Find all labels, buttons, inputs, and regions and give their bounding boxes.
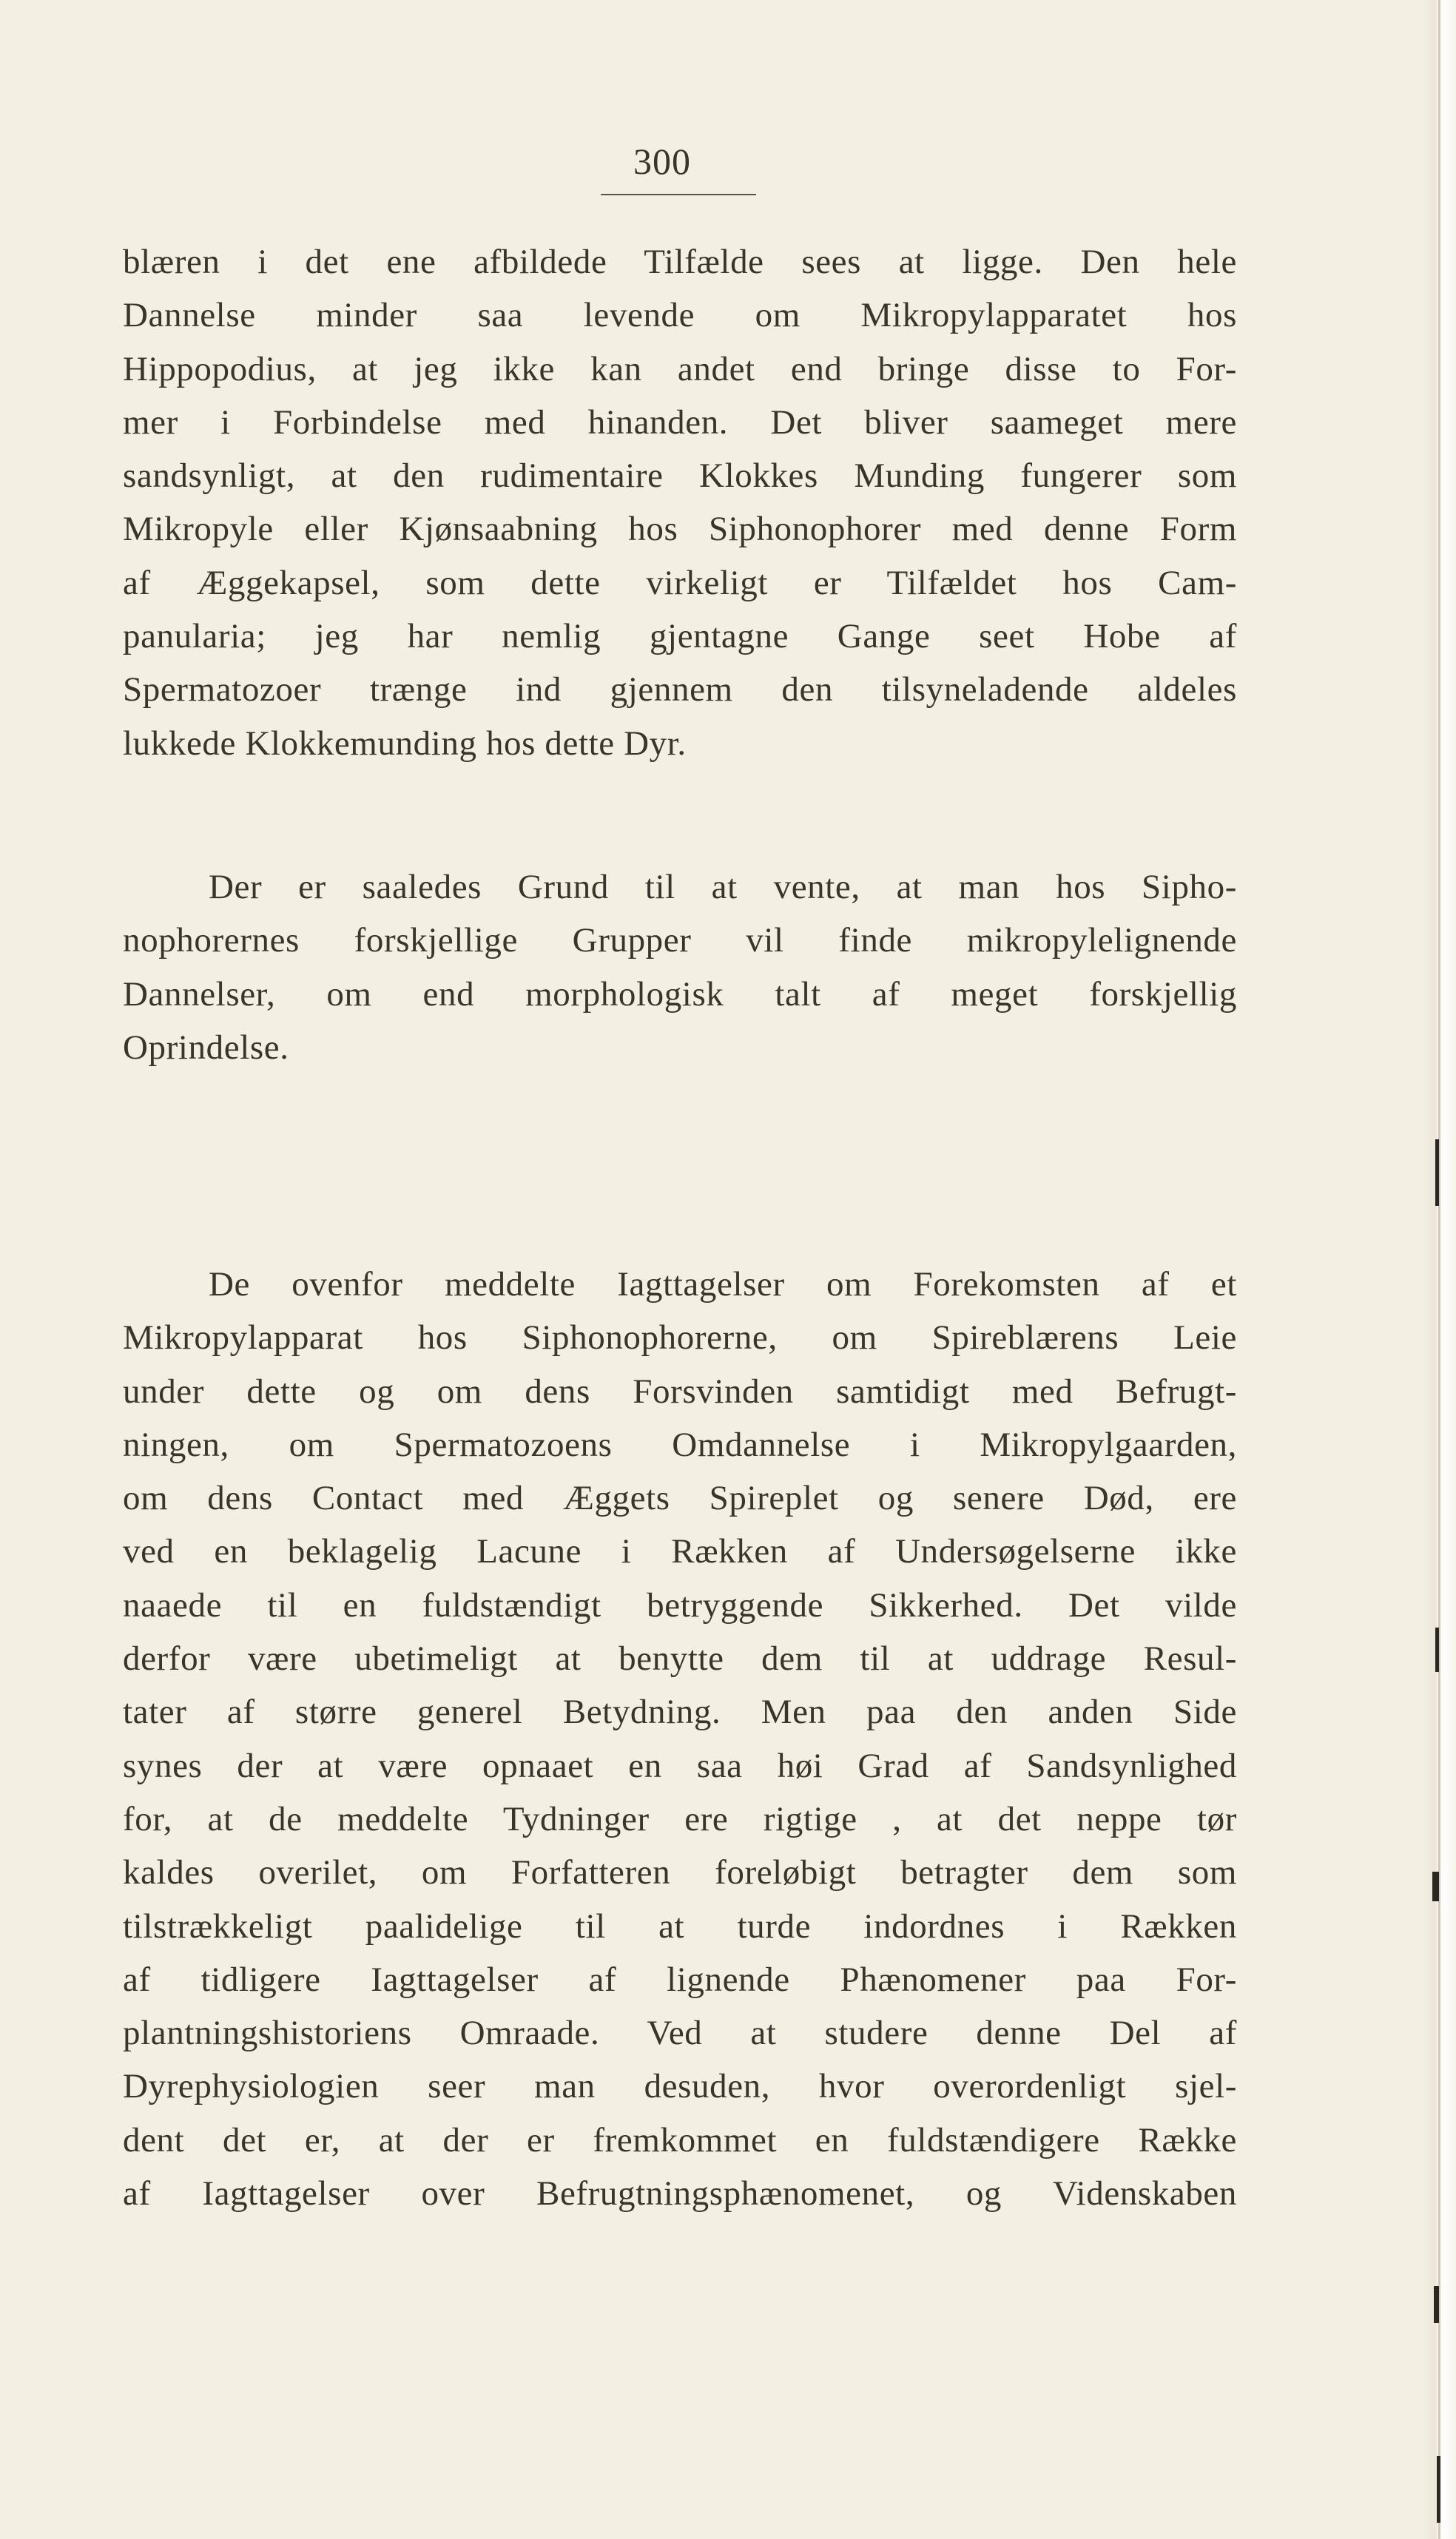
text-line: tilstrækkeligt paalidelige til at turde indordnes i Rækken: [123, 1906, 1237, 1946]
paragraph-1: [123, 235, 1237, 770]
text-line: af Iagttagelser over Befrugtningsphænomenet, og Videnskaben: [123, 2174, 1237, 2213]
text-line: mer i Forbindelse med hinanden. Det bliver saameget mere: [123, 402, 1237, 442]
text-line: tater af større generel Betydning. Men paa den anden Side: [123, 1693, 1237, 1732]
text-line: under dette og om dens Forsvinden samtidigt med Befrugt-: [123, 1372, 1237, 1411]
text-line: synes der at være opnaaet en saa høi Grad af Sandsynlighed: [123, 1746, 1237, 1785]
edge-mark: [1437, 2456, 1440, 2523]
page-edge-line: [1438, 0, 1440, 2539]
text-line: nophorernes forskjellige Grupper vil finde mikropylelignende: [123, 921, 1237, 960]
text-line: om dens Contact med Æggets Spireplet og senere Død, ere: [123, 1479, 1237, 1518]
paragraph-2: [123, 860, 1237, 1074]
text-line: derfor være ubetimeligt at benytte dem til at uddrage Resul-: [123, 1639, 1237, 1679]
text-line: lukkede Klokkemunding hos dette Dyr.: [123, 724, 687, 763]
text-line: Oprindelse.: [123, 1028, 289, 1067]
text-line: Mikropyle eller Kjønsaabning hos Siphonophorer med denne Form: [123, 510, 1237, 549]
text-line: af tidligere Iagttagelser af lignende Phænomener paa For-: [123, 1960, 1237, 1999]
edge-mark: [1435, 1628, 1439, 1672]
text-line: for, at de meddelte Tydninger ere rigtige , at det neppe tør: [123, 1799, 1237, 1838]
text-line: Spermatozoer trænge ind gjennem den tilsyneladende aldeles: [123, 670, 1237, 709]
text-line: Dyrephysiologien seer man desuden, hvor overordenligt sjel-: [123, 2067, 1237, 2106]
text-line: panularia; jeg har nemlig gjentagne Gange seet Hobe af: [123, 617, 1237, 656]
text-line: Hippopodius, at jeg ikke kan andet end bringe disse to For-: [123, 349, 1237, 388]
text-line: dent det er, at der er fremkommet en fuldstændigere Række: [123, 2120, 1237, 2159]
text-line: Mikropylapparat hos Siphonophorerne, om Spireblærens Leie: [123, 1318, 1237, 1358]
text-line: naaede til en fuldstændigt betryggende Sikkerhed. Det vilde: [123, 1585, 1237, 1625]
edge-mark: [1432, 1872, 1439, 1901]
text-line: ningen, om Spermatozoens Omdannelse i Mikropylgaarden,: [123, 1425, 1237, 1464]
page-number-rule: [601, 194, 756, 195]
edge-mark: [1434, 2286, 1439, 2323]
page-number: 300: [633, 141, 691, 182]
text-line: Dannelser, om end morphologisk talt af meget forskjellig: [123, 974, 1237, 1014]
paragraph-3: [123, 1258, 1237, 2220]
text-line: De ovenfor meddelte Iagttagelser om Forekomsten af et: [209, 1265, 1237, 1304]
text-line: sandsynligt, at den rudimentaire Klokkes Munding fungerer som: [123, 456, 1237, 496]
edge-mark: [1435, 1139, 1439, 1206]
text-line: plantningshistoriens Omraade. Ved at studere denne Del af: [123, 2014, 1237, 2053]
text-line: blæren i det ene afbildede Tilfælde sees at ligge. Den hele: [123, 243, 1237, 281]
text-line: af Æggekapsel, som dette virkeligt er Tilfældet hos Cam-: [123, 563, 1237, 602]
text-line: Der er saaledes Grund til at vente, at man hos Sipho-: [209, 868, 1237, 906]
text-line: ved en beklagelig Lacune i Rækken af Undersøgelserne ikke: [123, 1532, 1237, 1571]
text-line: Dannelse minder saa levende om Mikropylapparatet hos: [123, 296, 1237, 335]
text-line: kaldes overilet, om Forfatteren foreløbigt betragter dem som: [123, 1853, 1237, 1892]
